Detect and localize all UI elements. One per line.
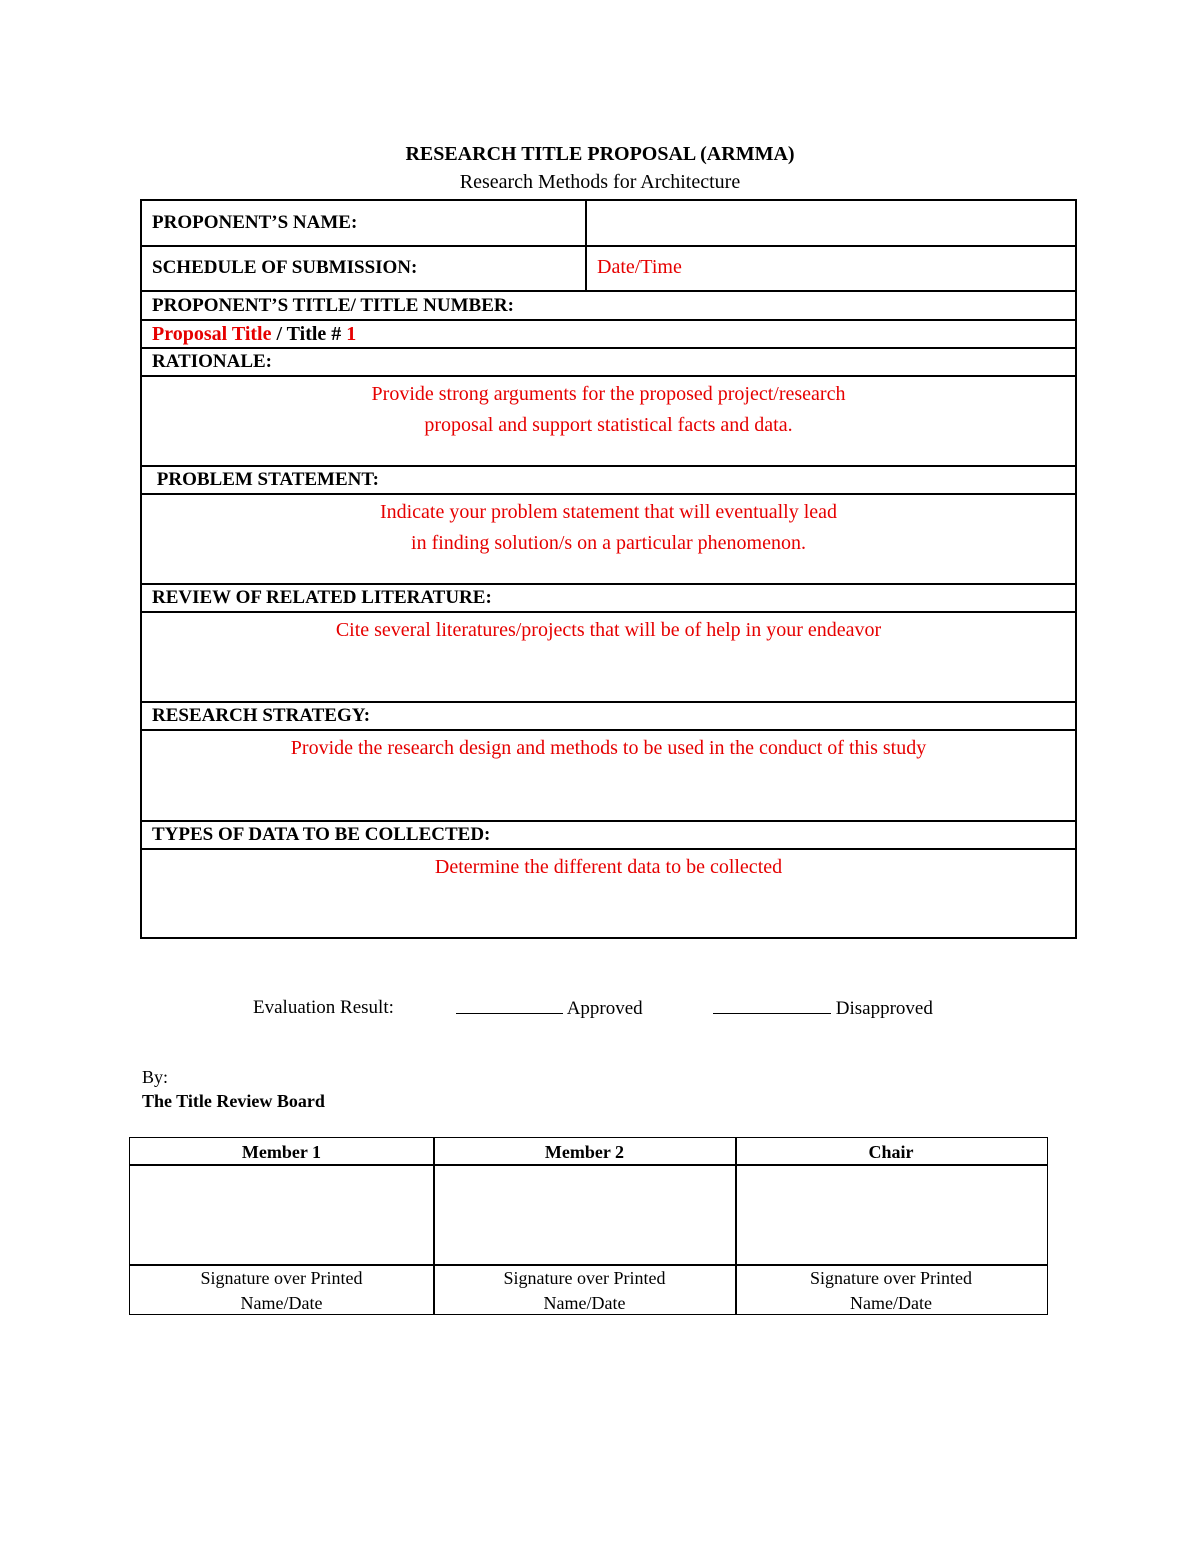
disapproved-option[interactable]: [713, 997, 933, 1020]
chair-footer: [736, 1266, 1046, 1316]
member-2-footer-line-1: Signature over Printed: [503, 1268, 666, 1288]
chair-header: Chair: [868, 1142, 914, 1162]
problem-line-1: Indicate your problem statement that will eventually lead: [379, 501, 838, 523]
rationale-line-2: proposal and support statistical facts and data.: [424, 414, 793, 436]
review-line-1: Cite several literatures/projects that will be of help in your endeavor: [335, 619, 882, 641]
title-number-value: 1: [346, 323, 357, 345]
by-label: By:: [142, 1067, 169, 1087]
strategy-header-row: [142, 703, 1075, 731]
review-header-row: [142, 585, 1075, 613]
rationale-line-1: Provide strong arguments for the proposed project/research: [371, 383, 846, 405]
strategy-body[interactable]: [142, 731, 1075, 822]
proposal-form-table: [140, 199, 1077, 939]
chair-signature-area[interactable]: [736, 1166, 1046, 1264]
member-2-signature-area[interactable]: [434, 1166, 735, 1264]
title-separator: / Title #: [271, 323, 347, 345]
evaluation-label: Evaluation Result:: [253, 997, 394, 1018]
proposal-title-text: Proposal Title: [152, 323, 272, 345]
member-1-signature-area[interactable]: [130, 1166, 433, 1264]
strategy-line-1: Provide the research design and methods to be used in the conduct of this study: [290, 737, 927, 759]
member-1-header: Member 1: [241, 1142, 322, 1162]
approved-blank[interactable]: [456, 997, 563, 1014]
data-body[interactable]: [142, 850, 1075, 937]
data-header-row: [142, 822, 1075, 850]
review-text: [142, 615, 1075, 646]
column-divider: [585, 201, 587, 291]
rationale-header-row: [142, 349, 1075, 377]
member-2-column: [434, 1138, 735, 1314]
strategy-label: RESEARCH STRATEGY:: [152, 705, 371, 726]
approved-option[interactable]: [456, 997, 643, 1020]
problem-body[interactable]: [142, 495, 1075, 585]
strategy-text: [142, 733, 1075, 764]
schedule-field[interactable]: Date/Time: [597, 256, 682, 278]
title-number-row: [142, 292, 1075, 321]
proponent-name-row: [142, 201, 1075, 247]
member-1-footer: [130, 1266, 433, 1316]
rationale-text: [142, 379, 1075, 441]
approved-label: Approved: [566, 998, 643, 1019]
data-label: TYPES OF DATA TO BE COLLECTED:: [152, 824, 491, 845]
problem-line-2: in finding solution/s on a particular phenomenon.: [411, 532, 806, 554]
data-line-1: Determine the different data to be collected: [434, 856, 783, 878]
schedule-label: SCHEDULE OF SUBMISSION:: [152, 257, 418, 278]
disapproved-blank[interactable]: [713, 997, 831, 1014]
document-subtitle: Research Methods for Architecture: [459, 171, 741, 193]
review-label: REVIEW OF RELATED LITERATURE:: [152, 587, 492, 608]
member-1-footer-line-2: Name/Date: [240, 1293, 323, 1313]
document-title: RESEARCH TITLE PROPOSAL (ARMMA): [405, 143, 795, 165]
member-1-column: [130, 1138, 433, 1314]
title-number-label: PROPONENT’S TITLE/ TITLE NUMBER:: [152, 295, 514, 316]
schedule-row: [142, 247, 1075, 292]
proposal-title-row: [142, 321, 1075, 349]
rationale-label: RATIONALE:: [152, 351, 272, 372]
member-1-footer-line-1: Signature over Printed: [200, 1268, 363, 1288]
disapproved-label: Disapproved: [835, 998, 933, 1019]
member-2-footer: [434, 1266, 735, 1316]
chair-column: [736, 1138, 1046, 1314]
problem-label: PROBLEM STATEMENT:: [152, 469, 379, 490]
proposal-title-field[interactable]: [152, 323, 356, 346]
member-2-footer-line-2: Name/Date: [543, 1293, 626, 1313]
problem-text: [142, 497, 1075, 559]
chair-footer-line-1: Signature over Printed: [810, 1268, 972, 1288]
board-label: The Title Review Board: [142, 1091, 325, 1111]
chair-footer-line-2: Name/Date: [850, 1293, 932, 1313]
signature-table: [129, 1137, 1048, 1315]
data-text: [142, 852, 1075, 883]
rationale-body[interactable]: [142, 377, 1075, 467]
member-2-header: Member 2: [544, 1142, 625, 1162]
proponent-name-label: PROPONENT’S NAME:: [152, 212, 358, 233]
review-body[interactable]: [142, 613, 1075, 703]
problem-header-row: [142, 467, 1075, 495]
